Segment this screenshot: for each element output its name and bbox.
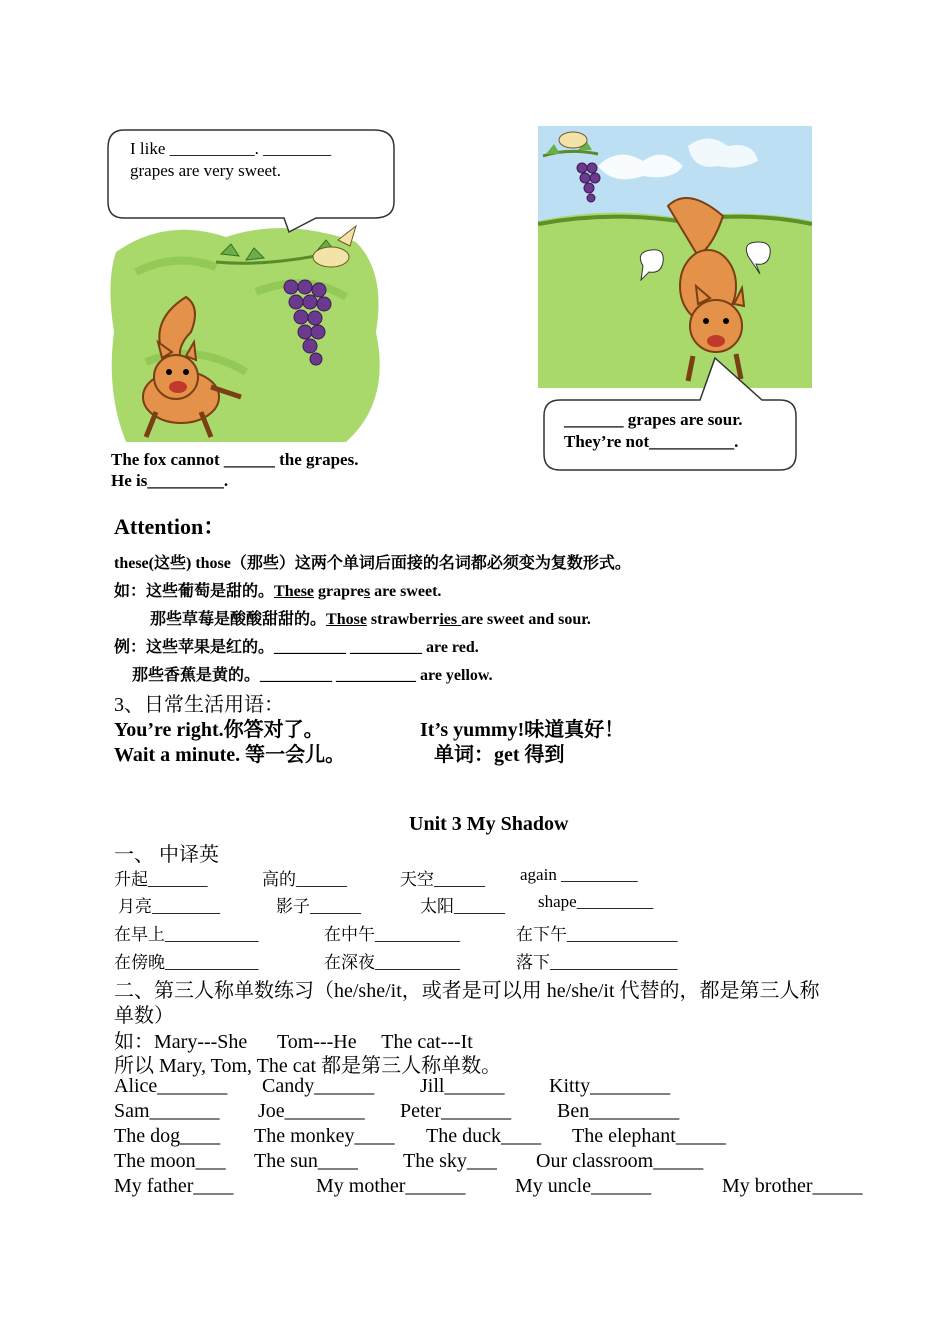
name-item: Our classroom_____ <box>536 1150 704 1172</box>
bubble-right-line1: _______ grapes are sour. <box>564 410 743 429</box>
name-item: The sky___ <box>403 1150 497 1172</box>
daily-phrase-1: You’re right.你答对了。 <box>114 719 324 741</box>
attention-example-2: 那些草莓是酸酸甜甜的。Those strawberries are sweet and sour. <box>150 611 591 628</box>
unit-title: Unit 3 My Shadow <box>409 813 569 835</box>
name-item: The monkey____ <box>254 1125 395 1147</box>
name-item: The sun____ <box>254 1150 358 1172</box>
vocab-item: 升起_______ <box>114 870 208 889</box>
attention-example-1: 如：这些葡萄是甜的。These grapres are sweet. <box>114 583 442 600</box>
section-2-example: 如：Mary---She Tom---He The cat---It <box>114 1031 473 1053</box>
name-item: Joe________ <box>258 1100 365 1122</box>
fox-grapes-illustration-right <box>538 126 812 388</box>
name-item: The elephant_____ <box>572 1125 726 1147</box>
fox-grapes-illustration-left <box>106 212 396 444</box>
name-item: Ben_________ <box>557 1100 680 1122</box>
name-item: The moon___ <box>114 1150 226 1172</box>
attention-exercise-1: 例：这些苹果是红的。_________ _________ are red. <box>114 639 479 656</box>
vocab-item: 在深夜__________ <box>324 953 460 972</box>
vocab-item: 在早上___________ <box>114 925 259 944</box>
section-2-heading-cont: 单数） <box>114 1005 174 1027</box>
section-2-heading: 二、第三人称单数练习（he/she/it，或者是可以用 he/she/it 代替的，都是第三人称 <box>114 980 820 1002</box>
name-item: Sam_______ <box>114 1100 220 1122</box>
name-item: My father____ <box>114 1175 234 1197</box>
vocab-item: 落下_______________ <box>516 953 678 972</box>
caption-left-line2: He is_________. <box>111 471 229 490</box>
section-1-heading: 一、 中译英 <box>114 844 219 866</box>
daily-phrase-4: 单词：get 得到 <box>434 744 565 766</box>
name-item: My uncle______ <box>515 1175 652 1197</box>
daily-heading: 3、日常生活用语： <box>114 694 284 716</box>
vocab-item: again _________ <box>520 865 638 884</box>
bubble-left-line2: grapes are very sweet. <box>130 161 282 180</box>
section-2-note: 所以 Mary, Tom, The cat 都是第三人称单数。 <box>114 1055 502 1077</box>
name-item: Candy______ <box>262 1075 375 1097</box>
name-item: Jill______ <box>420 1075 505 1097</box>
attention-exercise-2: 那些香蕉是黄的。_________ __________ are yellow. <box>132 667 493 684</box>
vocab-item: 太阳______ <box>420 897 505 916</box>
vocab-item: 月亮________ <box>118 897 220 916</box>
daily-phrase-2: It’s yummy!味道真好！ <box>420 719 625 741</box>
name-item: Kitty________ <box>549 1075 671 1097</box>
attention-title: Attention： <box>114 514 226 539</box>
daily-phrase-3: Wait a minute. 等一会儿。 <box>114 744 346 766</box>
vocab-item: 高的______ <box>262 870 347 889</box>
name-item: The dog____ <box>114 1125 221 1147</box>
name-item: My brother_____ <box>722 1175 863 1197</box>
attention-rule: these(这些) those（那些）这两个单词后面接的名词都必须变为复数形式。 <box>114 555 631 572</box>
vocab-item: 在傍晚___________ <box>114 953 259 972</box>
vocab-item: 天空______ <box>400 870 485 889</box>
bubble-left-line1: I like __________. ________ <box>130 139 332 158</box>
vocab-item: shape_________ <box>538 892 654 911</box>
name-item: The duck____ <box>426 1125 541 1147</box>
vocab-item: 影子______ <box>276 897 361 916</box>
bubble-right-line2: They’re not__________. <box>564 432 739 451</box>
caption-left-line1: The fox cannot ______ the grapes. <box>111 450 359 469</box>
name-item: Alice_______ <box>114 1075 228 1097</box>
name-item: Peter_______ <box>400 1100 512 1122</box>
vocab-item: 在下午_____________ <box>516 925 678 944</box>
name-item: My mother______ <box>316 1175 466 1197</box>
vocab-item: 在中午__________ <box>324 925 460 944</box>
